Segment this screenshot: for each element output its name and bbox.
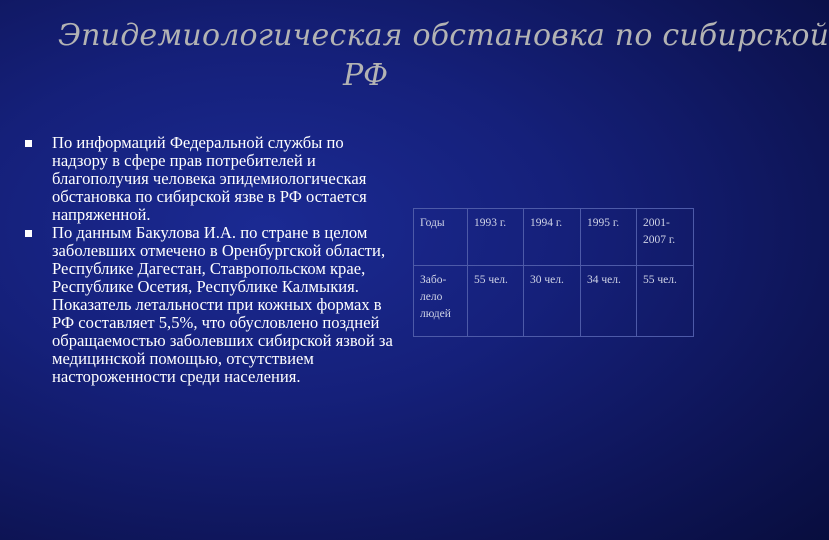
- table-row: [414, 209, 694, 266]
- bullet-item: [24, 134, 394, 224]
- bullet-text: По информаций Федеральной службы по надзору в сфере прав потребителей и благополучия человека эпидемиологическая обстановка по сибирской язве в РФ остается напряженной.: [52, 133, 367, 224]
- table-cell: Забо-лело людей: [414, 266, 468, 337]
- table-cell: 2001-2007 г.: [637, 209, 694, 266]
- title-line-1: Эпидемиологическая обстановка по сибирской: [58, 18, 829, 53]
- table-cell: 1994 г.: [524, 209, 581, 266]
- title-line-2: РФ: [343, 58, 389, 93]
- bullet-text: По данным Бакулова И.А. по стране в целом заболевших отмечено в Оренбургской области, Республике Дагестан, Ставропольском крае, Республике Осетия, Республике Калмыкия. Показатель летальности при кожных формах в РФ составляет 5,5%, что обусловлено поздней обращаемостью заболевших сибирской язвой за медицинской помощью, отсутствием настороженности среди населения.: [52, 223, 393, 386]
- slide-title: [0, 12, 829, 98]
- table-cell: 1995 г.: [581, 209, 637, 266]
- square-bullet-icon: [25, 140, 32, 147]
- bullet-list: [24, 134, 394, 386]
- table-cell: 34 чел.: [581, 266, 637, 337]
- bullet-item: [24, 224, 394, 386]
- table-cell: 55 чел.: [637, 266, 694, 337]
- table-row: [414, 266, 694, 337]
- table-cell: 30 чел.: [524, 266, 581, 337]
- table-cell: Годы: [414, 209, 468, 266]
- table-cell: 55 чел.: [468, 266, 524, 337]
- incidence-table: [413, 208, 694, 337]
- table-cell: 1993 г.: [468, 209, 524, 266]
- square-bullet-icon: [25, 230, 32, 237]
